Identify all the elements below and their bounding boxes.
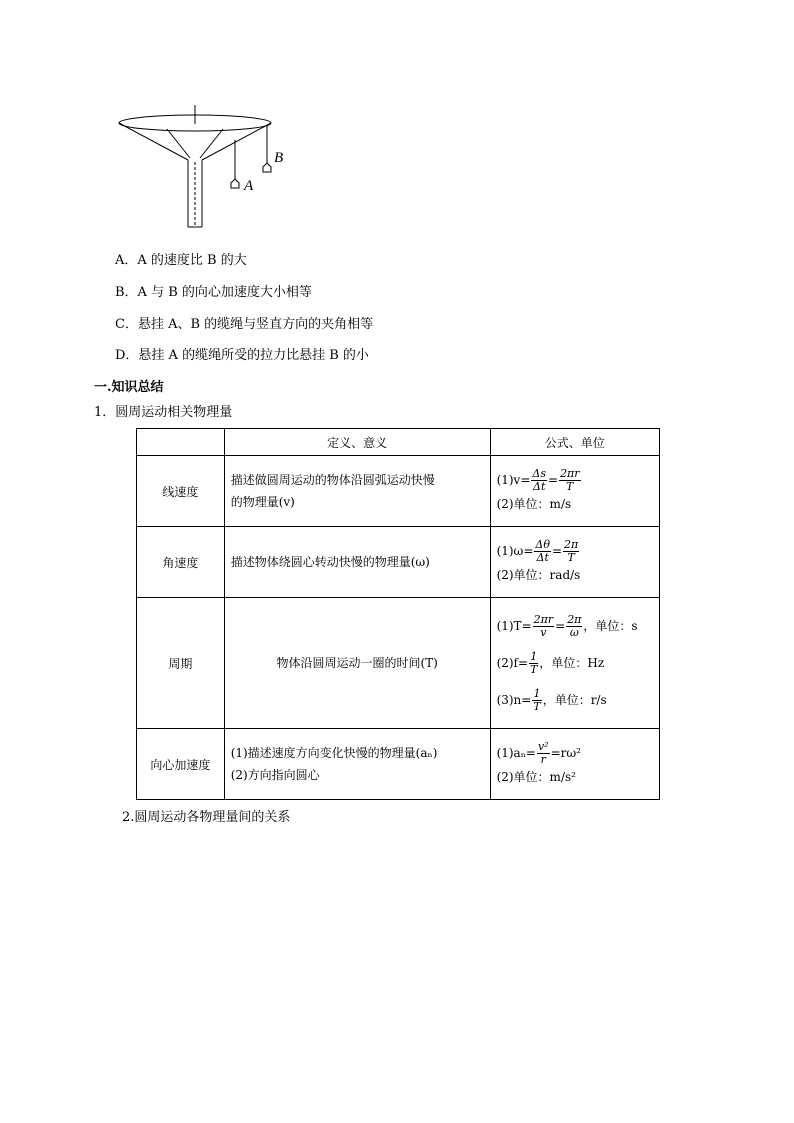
fraction bbox=[533, 614, 555, 639]
fraction bbox=[537, 741, 550, 766]
formula-prefix: (2)f= bbox=[496, 655, 529, 670]
denominator: T bbox=[533, 699, 541, 713]
definition-line: 描述做圆周运动的物体沿圆弧运动快慢 bbox=[230, 473, 435, 487]
definition-line: 描述物体绕圆心转动快慢的物理量(ω) bbox=[230, 555, 430, 569]
numerator: 2πr bbox=[533, 612, 554, 626]
equals-sign: = bbox=[555, 618, 566, 633]
row-name-centripetal-acceleration: 向心加速度 bbox=[137, 729, 225, 800]
fraction bbox=[534, 539, 551, 564]
formula-line bbox=[497, 614, 653, 639]
numerator: 1 bbox=[530, 649, 538, 663]
definition-line: 物体沿圆周运动一圈的时间(T) bbox=[276, 656, 438, 670]
row-name-period: 周期 bbox=[137, 598, 225, 729]
row-definition bbox=[224, 729, 490, 800]
denominator: v bbox=[540, 625, 547, 639]
definition-line: (1)描述速度方向变化快慢的物理量(aₙ) bbox=[230, 746, 438, 760]
label-b: B bbox=[274, 150, 284, 166]
carousel-figure bbox=[112, 102, 302, 232]
formula-prefix: (1)v= bbox=[496, 472, 531, 487]
quantities-table bbox=[136, 428, 660, 800]
fraction bbox=[563, 539, 579, 564]
fraction bbox=[531, 468, 547, 493]
formula-suffix: ，单位：s bbox=[583, 618, 638, 633]
definition-line: 的物理量(v) bbox=[230, 495, 295, 509]
denominator: T bbox=[530, 662, 538, 676]
fraction bbox=[566, 614, 582, 639]
row-name-angular-velocity: 角速度 bbox=[137, 527, 225, 598]
formula-prefix: (3)n= bbox=[496, 692, 532, 707]
denominator: T bbox=[566, 479, 574, 493]
header-cell-definition: 定义、意义 bbox=[224, 429, 490, 456]
formula-line bbox=[497, 688, 653, 713]
label-a: A bbox=[244, 178, 254, 194]
item-2-heading: 2.圆周运动各物理量间的关系 bbox=[122, 810, 291, 825]
carousel-diagram bbox=[112, 102, 302, 232]
row-formula bbox=[490, 456, 659, 527]
formula-suffix: ，单位：Hz bbox=[539, 655, 605, 670]
table-row bbox=[137, 527, 660, 598]
denominator: Δt bbox=[533, 479, 546, 493]
unit-line: (2)单位：m/s² bbox=[496, 769, 576, 784]
numerator: v² bbox=[537, 739, 549, 753]
strut-left bbox=[167, 129, 190, 158]
formula-line bbox=[497, 651, 653, 676]
unit-line: (2)单位：rad/s bbox=[496, 567, 581, 582]
formula-line bbox=[497, 741, 653, 766]
option-b: B．A 与 B 的向心加速度大小相等 bbox=[115, 285, 312, 300]
row-definition bbox=[224, 527, 490, 598]
formula-prefix: (1)ω= bbox=[496, 543, 534, 558]
numerator: 2π bbox=[564, 537, 579, 551]
denominator: Δt bbox=[536, 550, 549, 564]
header-cell-formula: 公式、单位 bbox=[490, 429, 659, 456]
table-header-row bbox=[137, 429, 660, 456]
cone-right bbox=[202, 123, 271, 160]
row-definition bbox=[224, 598, 490, 729]
numerator: 2πr bbox=[560, 466, 580, 480]
formula-line bbox=[497, 468, 653, 493]
table-row bbox=[137, 729, 660, 800]
fraction bbox=[532, 688, 541, 713]
numerator: 2π bbox=[567, 612, 582, 626]
denominator: T bbox=[567, 550, 575, 564]
numerator: Δs bbox=[532, 466, 546, 480]
formula-suffix: ，单位：r/s bbox=[542, 692, 607, 707]
equals-sign: = bbox=[551, 543, 563, 558]
formula-prefix: (1)T= bbox=[496, 618, 532, 633]
formula-prefix: (1)aₙ= bbox=[496, 745, 536, 760]
cabin-a bbox=[231, 179, 239, 188]
header-cell-name bbox=[137, 429, 225, 456]
option-c: C．悬挂 A、B 的缆绳与竖直方向的夹角相等 bbox=[115, 317, 374, 332]
formula-line bbox=[497, 539, 653, 564]
row-formula bbox=[490, 598, 659, 729]
definition-line: (2)方向指向圆心 bbox=[230, 768, 320, 782]
table-row bbox=[137, 598, 660, 729]
cone-left bbox=[119, 123, 188, 160]
item-1-heading: 1．圆周运动相关物理量 bbox=[94, 405, 233, 420]
fraction bbox=[529, 651, 538, 676]
strut-right bbox=[200, 129, 223, 158]
denominator: r bbox=[540, 752, 546, 766]
option-d: D．悬挂 A 的缆绳所受的拉力比悬挂 B 的小 bbox=[115, 348, 369, 363]
cabin-b bbox=[263, 163, 271, 172]
fraction bbox=[559, 468, 581, 493]
unit-line: (2)单位：m/s bbox=[496, 496, 572, 511]
denominator: ω bbox=[569, 625, 579, 639]
table-row bbox=[137, 456, 660, 527]
option-a: A．A 的速度比 B 的大 bbox=[115, 253, 247, 268]
row-definition bbox=[224, 456, 490, 527]
row-formula bbox=[490, 729, 659, 800]
formula-suffix: =rω² bbox=[550, 745, 581, 760]
row-formula bbox=[490, 527, 659, 598]
equals-sign: = bbox=[548, 472, 559, 487]
section-title: 一.知识总结 bbox=[94, 380, 164, 395]
numerator: 1 bbox=[533, 686, 541, 700]
row-name-linear-velocity: 线速度 bbox=[137, 456, 225, 527]
numerator: Δθ bbox=[535, 537, 550, 551]
